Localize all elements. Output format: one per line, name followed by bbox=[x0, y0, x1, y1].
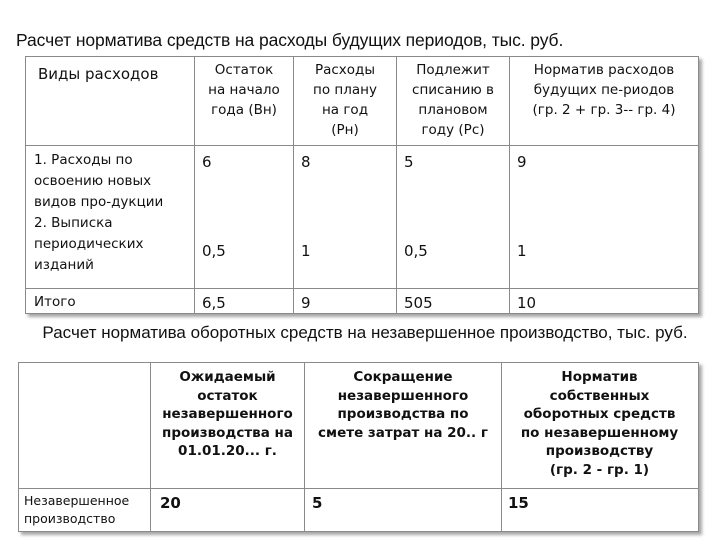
table1-total-planned: 9 bbox=[301, 294, 311, 312]
table1-row1-norm: 9 bbox=[517, 153, 527, 171]
table1-header-norm: Норматив расходов будущих пе-риодов (гр. 2 + гр. 3-- гр. 4) bbox=[532, 62, 676, 118]
table1-total-label: Итого bbox=[34, 294, 76, 310]
table1-col-divider bbox=[194, 56, 195, 314]
table2-row-label: Незавершенное производство bbox=[24, 493, 130, 526]
table1-row2-writeoff: 0,5 bbox=[404, 242, 428, 260]
table1-header-expense-types: Виды расходов bbox=[38, 65, 159, 83]
table1-header-opening-balance: Остаток на начало года (Вн) bbox=[208, 62, 280, 118]
table1-row2-planned: 1 bbox=[301, 242, 311, 260]
table1-row2-opening: 0,5 bbox=[202, 242, 226, 260]
table2-header-norm: Норматив собственных оборотных средств по незавершенному производству (гр. 2 - гр. 1) bbox=[520, 369, 679, 478]
table1-header-write-off: Подлежит списанию в плановом году (Рс) bbox=[412, 62, 494, 138]
table1-total-norm: 10 bbox=[517, 294, 537, 312]
table1-total-writeoff: 505 bbox=[404, 294, 433, 312]
table1-col-divider bbox=[509, 56, 510, 314]
table1-row1-planned: 8 bbox=[301, 153, 311, 171]
table1-row1-opening: 6 bbox=[202, 153, 212, 171]
table1-row1-writeoff: 5 bbox=[404, 153, 414, 171]
table2-value-norm: 15 bbox=[508, 494, 529, 512]
table2-header-divider bbox=[18, 488, 699, 489]
table1-col-divider bbox=[396, 56, 397, 314]
table1-total-opening: 6,5 bbox=[202, 294, 226, 312]
table1-title: Расчет норматива средств на расходы будущих периодов, тыс. руб. bbox=[16, 30, 564, 50]
table2-header-reduction: Сокращение незавершенного производства по смете затрат на 20.. г bbox=[318, 369, 488, 441]
table1-col-divider bbox=[293, 56, 294, 314]
table1-header-planned-expenses: Расходы по плану на год (Рн) bbox=[313, 62, 377, 138]
table1-row2-norm: 1 bbox=[517, 242, 527, 260]
table2-title: Расчет норматива оборотных средств на незавершенное производство, тыс. руб. bbox=[42, 323, 688, 342]
table1-total-divider bbox=[25, 288, 699, 289]
table2-header-expected-balance: Ожидаемый остаток незавершенного производства на 01.01.20... г. bbox=[162, 369, 293, 459]
table1-header-divider bbox=[25, 145, 699, 146]
table1-row-labels: 1. Расходы по освоению новых видов про-дукции 2. Выписка периодических изданий bbox=[34, 152, 164, 273]
table2-value-expected: 20 bbox=[160, 494, 181, 512]
table2-value-reduction: 5 bbox=[312, 494, 323, 512]
